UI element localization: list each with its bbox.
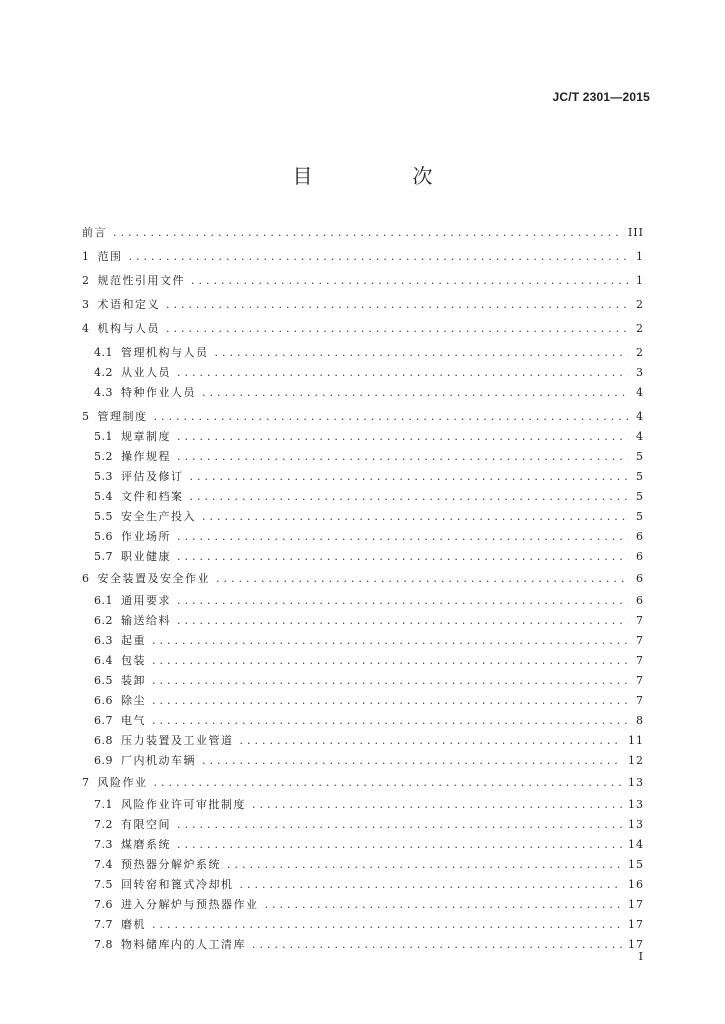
- toc-entry-title: 术语和定义: [97, 298, 160, 311]
- toc-entry-page: 6: [636, 572, 644, 585]
- toc-entry-title: 装卸: [121, 674, 146, 687]
- toc-entry-number: 7.2: [94, 818, 113, 831]
- toc-entry: [94, 690, 644, 708]
- toc-entry-title: 回转窑和篦式冷却机: [121, 878, 234, 891]
- toc-entry-page: 7: [636, 694, 644, 707]
- toc-entry-title: 文件和档案: [121, 490, 184, 503]
- toc-entry-title: 机构与人员: [97, 322, 160, 335]
- toc-entry-title: 前言: [82, 226, 107, 239]
- toc-entry: [82, 318, 644, 336]
- toc-entry-number: 6.8: [94, 734, 113, 747]
- toc-entry-page: 2: [636, 346, 644, 359]
- toc-entry: [94, 710, 644, 728]
- toc-leader-dots: [152, 654, 628, 668]
- toc-leader-dots: [215, 346, 629, 360]
- toc-entry-number: 5.6: [94, 530, 113, 543]
- toc-entry-page: 11: [628, 734, 644, 747]
- toc-entry-title: 磨机: [121, 918, 146, 931]
- toc-entry: [82, 772, 644, 790]
- toc-leader-dots: [152, 918, 622, 932]
- toc-entry-number: 7: [82, 776, 90, 789]
- toc-entry-title: 起重: [121, 634, 146, 647]
- toc-leader-dots: [252, 798, 622, 812]
- toc-leader-dots: [177, 838, 622, 852]
- toc-entry-page: III: [627, 226, 644, 239]
- toc-entry-title: 从业人员: [121, 366, 171, 379]
- toc-entry-title: 煤磨系统: [121, 838, 171, 851]
- toc-leader-dots: [265, 898, 623, 912]
- toc-entry: [94, 650, 644, 668]
- toc-entry: [94, 526, 644, 544]
- toc-entry-title: 进入分解炉与预热器作业: [121, 898, 259, 911]
- toc-entry-number: 5.1: [94, 430, 113, 443]
- toc-entry-title: 规范性引用文件: [97, 274, 185, 287]
- toc-entry-page: 3: [636, 366, 644, 379]
- toc-entry-number: 3: [82, 298, 90, 311]
- toc-leader-dots: [177, 430, 628, 444]
- toc-leader-dots: [177, 366, 628, 380]
- toc-entry-title: 预热器分解炉系统: [121, 858, 221, 871]
- toc-entry: [94, 610, 644, 628]
- toc-entry: [94, 750, 644, 768]
- toc-entry-page: 12: [628, 754, 644, 767]
- toc-leader-dots: [252, 938, 622, 952]
- toc-entry-title: 安全装置及安全作业: [97, 572, 210, 585]
- toc-entry-number: 5.2: [94, 450, 113, 463]
- toc-leader-dots: [202, 510, 628, 524]
- toc-entry-number: 5.5: [94, 510, 113, 523]
- toc-entry-number: 7.6: [94, 898, 113, 911]
- toc-entry-number: 6.2: [94, 614, 113, 627]
- toc-entry-number: 7.5: [94, 878, 113, 891]
- toc-entry: [94, 894, 644, 912]
- toc-entry-number: 4.3: [94, 386, 113, 399]
- toc-leader-dots: [227, 858, 622, 872]
- toc-entry-number: 6.4: [94, 654, 113, 667]
- toc-entry-number: 4: [82, 322, 90, 335]
- toc-entry-title: 特种作业人员: [121, 386, 196, 399]
- toc-entry: [94, 486, 644, 504]
- toc-entry: [94, 914, 644, 932]
- toc-entry-page: 2: [636, 322, 644, 335]
- toc-entry-title: 电气: [121, 714, 146, 727]
- toc-entry-page: 4: [636, 386, 644, 399]
- toc-leader-dots: [190, 470, 629, 484]
- page-number: I: [638, 950, 643, 963]
- toc-entry-title: 物料储库内的人工清库: [121, 938, 246, 951]
- toc-entry-page: 4: [636, 410, 644, 423]
- toc-entry-number: 7.1: [94, 798, 113, 811]
- toc-entry: [94, 426, 644, 444]
- toc-entry: [94, 814, 644, 832]
- toc-entry: [94, 342, 644, 360]
- toc-entry-title: 管理制度: [97, 410, 148, 423]
- toc-entry-title: 通用要求: [121, 594, 171, 607]
- toc-entry-number: 6.5: [94, 674, 113, 687]
- toc-entry-number: 4.1: [94, 346, 113, 359]
- toc-entry-number: 7.7: [94, 918, 113, 931]
- toc-leader-dots: [202, 386, 628, 400]
- toc-entry-number: 6.7: [94, 714, 113, 727]
- toc-entry-page: 17: [628, 918, 644, 931]
- toc-entry-title: 除尘: [121, 694, 146, 707]
- toc-entry-page: 17: [628, 938, 644, 951]
- toc-entry: [82, 406, 644, 424]
- standard-code: JC/T 2301—2015: [552, 90, 650, 104]
- toc-entry-page: 5: [636, 490, 644, 503]
- toc-entry-title: 操作规程: [121, 450, 171, 463]
- toc-leader-dots: [113, 226, 622, 240]
- toc-entry-title: 评估及修订: [121, 470, 184, 483]
- toc-entry-title: 压力装置及工业管道: [121, 734, 234, 747]
- toc-entry-title: 风险作业许可审批制度: [121, 798, 246, 811]
- toc-leader-dots: [154, 776, 623, 790]
- toc-entry-page: 14: [628, 838, 644, 851]
- toc-entry: [82, 568, 644, 586]
- toc-leader-dots: [177, 450, 628, 464]
- toc-entry-page: 15: [628, 858, 644, 871]
- toc-entry: [82, 270, 644, 288]
- toc-entry: [94, 874, 644, 892]
- toc-leader-dots: [152, 694, 628, 708]
- toc-leader-dots: [177, 614, 628, 628]
- toc-entry-page: 1: [636, 274, 644, 287]
- toc-entry-number: 6.1: [94, 594, 113, 607]
- toc-entry-page: 16: [628, 878, 644, 891]
- toc-entry-number: 1: [82, 250, 90, 263]
- toc-entry: [82, 222, 644, 240]
- toc-entry: [94, 362, 644, 380]
- toc-entry-title: 规章制度: [121, 430, 171, 443]
- toc-entry-page: 13: [628, 776, 644, 789]
- toc-entry-title: 管理机构与人员: [121, 346, 209, 359]
- toc-entry-page: 6: [636, 594, 644, 607]
- toc-leader-dots: [191, 274, 628, 288]
- toc-entry-page: 4: [636, 430, 644, 443]
- toc-leader-dots: [190, 490, 629, 504]
- toc-leader-dots: [152, 674, 628, 688]
- toc-entry-title: 范围: [97, 250, 123, 263]
- toc-leader-dots: [152, 634, 628, 648]
- toc-entry: [94, 834, 644, 852]
- toc-entry-number: 5: [82, 410, 90, 423]
- toc-entry: [94, 854, 644, 872]
- toc-leader-dots: [129, 250, 629, 264]
- toc-entry-number: 7.3: [94, 838, 113, 851]
- toc-entry-title: 安全生产投入: [121, 510, 196, 523]
- toc-entry: [94, 590, 644, 608]
- toc-entry-title: 职业健康: [121, 550, 171, 563]
- toc-entry: [94, 670, 644, 688]
- toc-entry-page: 5: [636, 510, 644, 523]
- toc-entry-number: 6.9: [94, 754, 113, 767]
- toc-entry: [82, 294, 644, 312]
- toc-entry-number: 7.4: [94, 858, 113, 871]
- toc-entry: [94, 506, 644, 524]
- toc-leader-dots: [152, 714, 628, 728]
- toc-leader-dots: [177, 818, 622, 832]
- toc-entry-number: 7.8: [94, 938, 113, 951]
- toc-entry-title: 有限空间: [121, 818, 171, 831]
- toc-entry: [94, 546, 644, 564]
- toc-entry-number: 6.6: [94, 694, 113, 707]
- toc-leader-dots: [177, 550, 628, 564]
- toc-entry-number: 2: [82, 274, 90, 287]
- toc-entry: [82, 246, 644, 264]
- toc-entry: [94, 730, 644, 748]
- toc-entry: [94, 446, 644, 464]
- toc-entry: [94, 382, 644, 400]
- toc-entry-page: 6: [636, 530, 644, 543]
- toc-entry-title: 风险作业: [97, 776, 148, 789]
- toc-leader-dots: [202, 754, 622, 768]
- toc-entry: [94, 934, 644, 952]
- toc-entry-number: 5.4: [94, 490, 113, 503]
- toc-entry-page: 7: [636, 614, 644, 627]
- toc-leader-dots: [166, 322, 628, 336]
- toc-leader-dots: [216, 572, 628, 586]
- toc-leader-dots: [154, 410, 629, 424]
- toc-leader-dots: [166, 298, 628, 312]
- toc-entry-number: 6: [82, 572, 90, 585]
- toc-entry-page: 13: [628, 818, 644, 831]
- toc-entry-page: 7: [636, 634, 644, 647]
- toc-entry-page: 13: [628, 798, 644, 811]
- toc-entry-title: 输送给料: [121, 614, 171, 627]
- toc-entry-number: 5.3: [94, 470, 113, 483]
- toc-entry-page: 7: [636, 654, 644, 667]
- toc-entry-page: 2: [636, 298, 644, 311]
- toc-entry-page: 5: [636, 470, 644, 483]
- toc-leader-dots: [240, 734, 623, 748]
- toc-entry: [94, 794, 644, 812]
- toc-leader-dots: [240, 878, 623, 892]
- toc-entry-page: 1: [636, 250, 644, 263]
- toc-entry-page: 5: [636, 450, 644, 463]
- toc-entry-page: 7: [636, 674, 644, 687]
- toc-leader-dots: [177, 594, 628, 608]
- toc-leader-dots: [177, 530, 628, 544]
- toc-entry: [94, 630, 644, 648]
- toc-entry: [94, 466, 644, 484]
- toc-entry-number: 5.7: [94, 550, 113, 563]
- toc-title: 目 次: [292, 164, 473, 188]
- toc-entry-page: 17: [628, 898, 644, 911]
- toc-entry-title: 包装: [121, 654, 146, 667]
- toc-entry-title: 厂内机动车辆: [121, 754, 196, 767]
- toc-entry-page: 8: [636, 714, 644, 727]
- toc-entry-number: 6.3: [94, 634, 113, 647]
- toc-entry-number: 4.2: [94, 366, 113, 379]
- toc-entry-title: 作业场所: [121, 530, 171, 543]
- toc-entry-page: 6: [636, 550, 644, 563]
